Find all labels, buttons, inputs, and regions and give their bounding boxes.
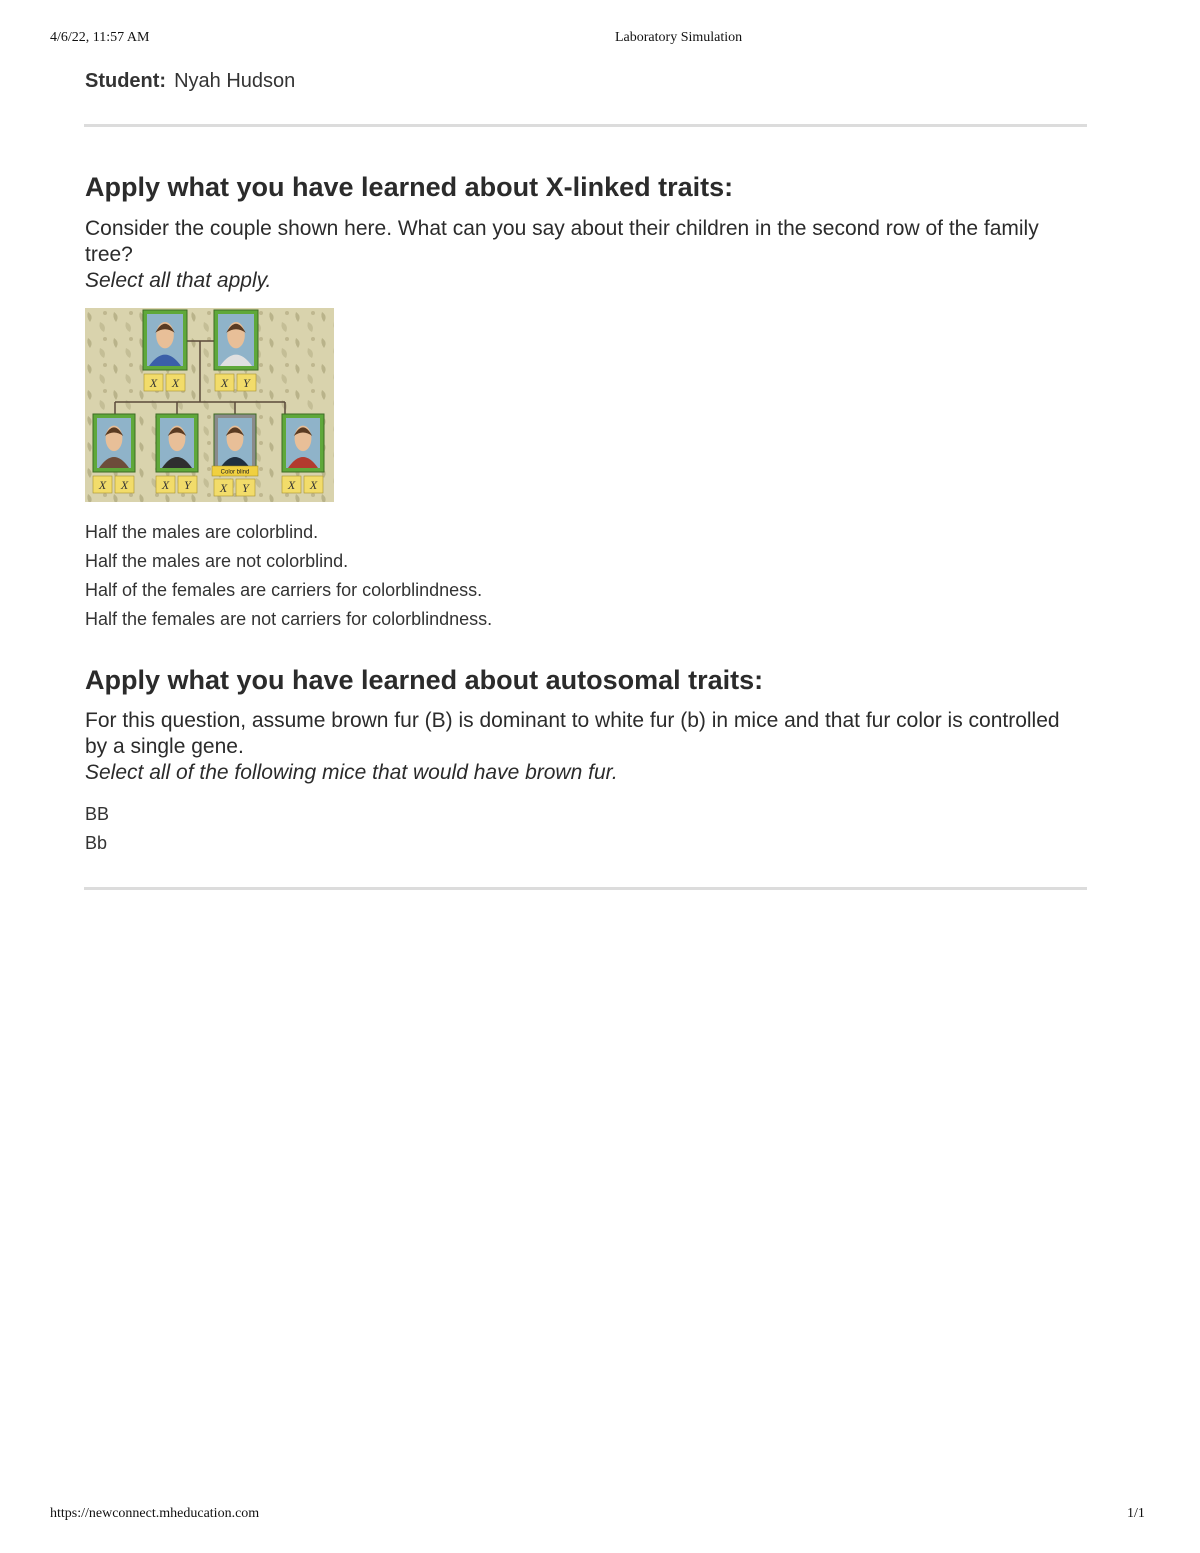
allele-label: Y: [184, 478, 191, 492]
student-label: Student:: [85, 70, 167, 92]
colorblind-tag-label: Color blind: [220, 469, 250, 476]
family-tree-figure: [85, 308, 334, 502]
question-prompt-autosomal: [85, 708, 1085, 786]
allele-label: Y: [243, 376, 250, 390]
prompt-instruction: Select all that apply.: [85, 269, 272, 292]
divider: [84, 124, 1087, 127]
prompt-instruction: Select all of the following mice that would have brown fur.: [85, 761, 618, 784]
allele-label: X: [309, 478, 318, 492]
allele-label: X: [98, 478, 107, 492]
answer-option[interactable]: Half the males are colorblind.: [85, 522, 319, 542]
wallpaper-background: [85, 308, 334, 502]
allele-label: X: [287, 478, 296, 492]
answer-option[interactable]: Bb: [85, 833, 108, 853]
divider: [84, 887, 1087, 890]
student-line: [85, 70, 295, 93]
question-prompt-x-linked: [85, 216, 1085, 294]
allele-label: X: [161, 478, 170, 492]
answer-options-x-linked: [85, 518, 492, 634]
allele-label: X: [219, 481, 228, 495]
answer-option[interactable]: Half of the females are carriers for colorblindness.: [85, 580, 483, 600]
section-title-autosomal: Apply what you have learned about autosomal traits:: [85, 665, 764, 695]
prompt-text: Consider the couple shown here. What can you say about their children in the second row of the family tree?: [85, 217, 1039, 266]
answer-option[interactable]: Half the females are not carriers for colorblindness.: [85, 609, 493, 629]
allele-label: X: [171, 376, 180, 390]
allele-label: Y: [242, 481, 249, 495]
print-datetime: 4/6/22, 11:57 AM: [50, 30, 150, 45]
print-page-number: 1/1: [1127, 1506, 1145, 1521]
allele-label: X: [220, 376, 229, 390]
prompt-text: For this question, assume brown fur (B) is dominant to white fur (b) in mice and that fur color is controlled by a single gene.: [85, 709, 1060, 758]
answer-options-autosomal: [85, 800, 109, 858]
answer-option[interactable]: BB: [85, 804, 110, 824]
print-page-title: Laboratory Simulation: [615, 30, 743, 45]
allele-label: X: [149, 376, 158, 390]
allele-label: X: [120, 478, 129, 492]
answer-option[interactable]: Half the males are not colorblind.: [85, 551, 349, 571]
print-url: https://newconnect.mheducation.com: [50, 1506, 260, 1521]
section-title-x-linked: Apply what you have learned about X-linked traits:: [85, 172, 734, 202]
student-name: Nyah Hudson: [174, 70, 296, 92]
